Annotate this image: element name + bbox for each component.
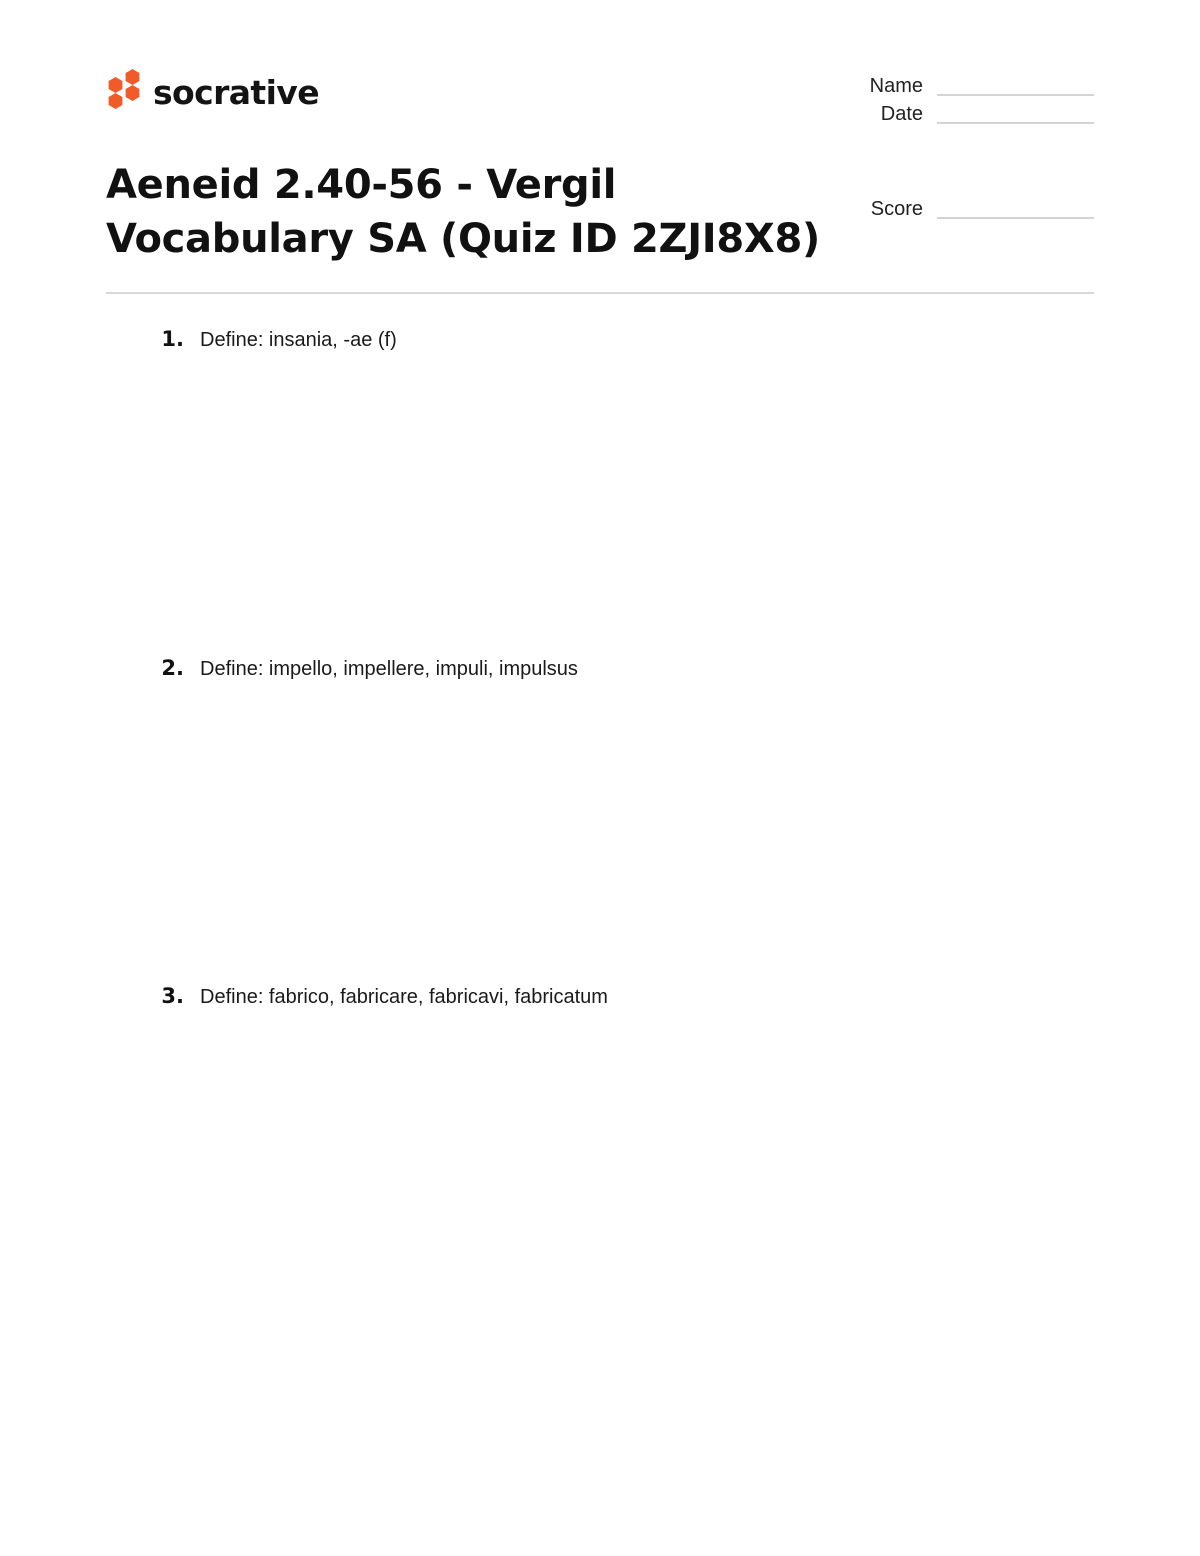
date-field bbox=[803, 102, 1094, 126]
score-label: Score bbox=[870, 198, 923, 220]
quiz-title-line-2: Vocabulary SA (Quiz ID 2ZJI8X8) bbox=[106, 216, 820, 262]
question-3 bbox=[150, 984, 608, 1009]
question-2 bbox=[150, 656, 578, 681]
question-number: 3. bbox=[161, 984, 184, 1008]
date-blank-line[interactable] bbox=[937, 122, 1094, 124]
question-1 bbox=[150, 327, 397, 352]
question-text: Define: impello, impellere, impuli, impulsus bbox=[200, 658, 578, 680]
question-text: Define: fabrico, fabricare, fabricavi, fabricatum bbox=[200, 986, 608, 1008]
date-label: Date bbox=[880, 103, 923, 125]
name-blank-line[interactable] bbox=[937, 94, 1094, 96]
score-blank-line[interactable] bbox=[937, 217, 1094, 219]
header-divider bbox=[106, 292, 1094, 294]
socrative-logo bbox=[106, 69, 319, 117]
quiz-title bbox=[106, 158, 866, 266]
question-number: 2. bbox=[161, 656, 184, 680]
quiz-title-line-1: Aeneid 2.40-56 - Vergil bbox=[106, 162, 617, 208]
question-number: 1. bbox=[161, 327, 184, 351]
hexagon-cluster-icon bbox=[106, 69, 142, 117]
question-text: Define: insania, -ae (f) bbox=[200, 329, 397, 351]
name-field bbox=[803, 74, 1094, 98]
brand-name: socrative bbox=[153, 73, 319, 112]
name-label: Name bbox=[869, 75, 923, 97]
